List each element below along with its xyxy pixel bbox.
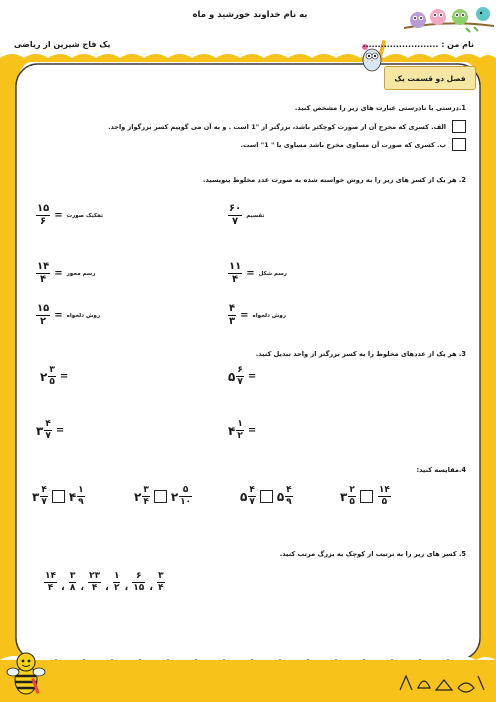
q1-title: 1.درستی یا نادرستی عبارت های زیر را مشخص کنید. bbox=[294, 104, 466, 112]
equals-sign: = bbox=[240, 310, 249, 321]
q1-a-text: الف. کسری که مخرج آن از صورت کوچکتر باشد، بزرگتر از "1 است . و به آن می گوییم کسر بزرگواز واحد. bbox=[108, 122, 446, 131]
method-label: روش دلخواه bbox=[252, 312, 287, 319]
equals-sign: = bbox=[54, 268, 63, 279]
q3-item-4 bbox=[228, 420, 256, 441]
equals-sign: = bbox=[247, 425, 257, 436]
q3-title: 3. هر یک از عددهای مخلوط را به کسر بزرگتر از واحد تبدیل کنید. bbox=[255, 350, 466, 358]
q1-b-answer-box[interactable] bbox=[452, 138, 466, 151]
method-label: روش دلخواه bbox=[66, 312, 101, 319]
q4-pair-4: ۳ $\frac{۲}{۵}$ $\frac{۱۴}{۵}$ bbox=[340, 485, 390, 507]
fraction: $\frac{۳}{۴}$ bbox=[158, 571, 164, 593]
fraction: $\frac{۱۵}{۲}$ bbox=[37, 303, 50, 327]
compare-box[interactable] bbox=[260, 490, 273, 503]
page-title: به نام خداوند خورشید و ماه bbox=[192, 10, 308, 20]
fraction: $\frac{۶۰}{۷}$ bbox=[229, 203, 242, 227]
q2-item-shekl bbox=[228, 262, 287, 285]
equals-sign: = bbox=[247, 371, 257, 382]
equals-sign: = bbox=[59, 371, 69, 382]
mixed-number: ۳ $\frac{۴}{۷}$ bbox=[36, 419, 51, 441]
q3-item-3 bbox=[36, 420, 64, 441]
q2-title: 2. هر یک از کسر های زیر را به روش خواسته شده به صورت عدد مخلوط بنویسید. bbox=[202, 176, 466, 184]
fraction: $\frac{۱۵}{۶}$ bbox=[37, 203, 50, 227]
compare-box[interactable] bbox=[52, 490, 65, 503]
q4-pair-1: ۳ $\frac{۴}{۷}$ ۴ $\frac{۱}{۹}$ bbox=[32, 485, 84, 507]
q1-a-row bbox=[108, 120, 466, 133]
q2-item-taqsim bbox=[228, 204, 264, 227]
compare-box[interactable] bbox=[154, 490, 167, 503]
method-label: رسم محور bbox=[66, 270, 96, 277]
q2-item-mehvar bbox=[36, 262, 95, 285]
q1-b-row bbox=[241, 138, 466, 151]
q4-pair-2: ۲ $\frac{۳}{۴}$ ۲ $\frac{۵}{۱۰}$ bbox=[134, 485, 192, 507]
fraction: $\frac{۴}{۳}$ bbox=[229, 303, 236, 327]
equals-sign: = bbox=[55, 425, 65, 436]
method-label: رسم شکل bbox=[258, 270, 287, 277]
fraction: $\frac{۱}{۲}$ bbox=[113, 571, 120, 593]
fraction: $\frac{۲۳}{۴}$ bbox=[89, 571, 101, 593]
mixed-number: ۴ $\frac{۱}{۲}$ bbox=[228, 419, 243, 441]
doodles-illustration bbox=[396, 668, 486, 698]
mixed-number: ۵ $\frac{۶}{۷}$ bbox=[228, 365, 243, 387]
q4-title: 4.مقایسه کنید: bbox=[416, 466, 466, 474]
owl-birds-illustration bbox=[404, 2, 494, 34]
equals-sign: = bbox=[54, 310, 63, 321]
equals-sign: = bbox=[246, 268, 255, 279]
student-name-field[interactable]: نام من : ......................... bbox=[362, 40, 474, 49]
fraction: $\frac{۱۴}{۴}$ bbox=[45, 571, 56, 593]
q5-title: 5. کسر های زیر را به ترتیب از کوچک به بزرگ مرتب کنید. bbox=[279, 550, 466, 558]
bee-illustration bbox=[6, 648, 46, 700]
section-tab: فصل دو قسمت یک bbox=[384, 66, 476, 90]
fraction: $\frac{۳}{۸}$ bbox=[69, 571, 76, 593]
fraction: $\frac{۱۱}{۴}$ bbox=[229, 261, 242, 285]
compare-box[interactable] bbox=[360, 490, 373, 503]
method-label: تفکیک صورت bbox=[66, 212, 104, 219]
q2-item-tafkik bbox=[36, 204, 103, 227]
fraction: $\frac{۶}{۱۵}$ bbox=[133, 571, 145, 593]
q4-pair-3: ۵ $\frac{۴}{۷}$ ۵ $\frac{۴}{۹}$ bbox=[240, 485, 292, 507]
q1-a-answer-box[interactable] bbox=[452, 120, 466, 133]
q1-b-text: ب. کسری که صورت آن مساوی مخرج باشد مساوی با " 1" است. bbox=[240, 140, 446, 149]
equals-sign: = bbox=[54, 210, 63, 221]
q3-item-1 bbox=[40, 366, 68, 387]
q2-item-delkhah-2 bbox=[228, 304, 286, 327]
q5-fraction-list: $\frac{۱۴}{۴}$ ، $\frac{۳}{۸}$ ، $\frac{۲۳}{۴}$ ، $\frac{۱}{۲}$ ، $\frac{۶}{۱۵}$ ، $\frac{۳}{۴}$ bbox=[45, 571, 164, 593]
q3-item-2 bbox=[228, 366, 256, 387]
method-label: تقسیم bbox=[246, 212, 265, 219]
fraction: $\frac{۱۴}{۴}$ bbox=[37, 261, 50, 285]
mixed-number: ۲ $\frac{۳}{۵}$ bbox=[40, 365, 55, 387]
worksheet-subtitle: یک فاج شیرین از ریاضی bbox=[14, 40, 111, 49]
q2-item-delkhah-1 bbox=[36, 304, 100, 327]
